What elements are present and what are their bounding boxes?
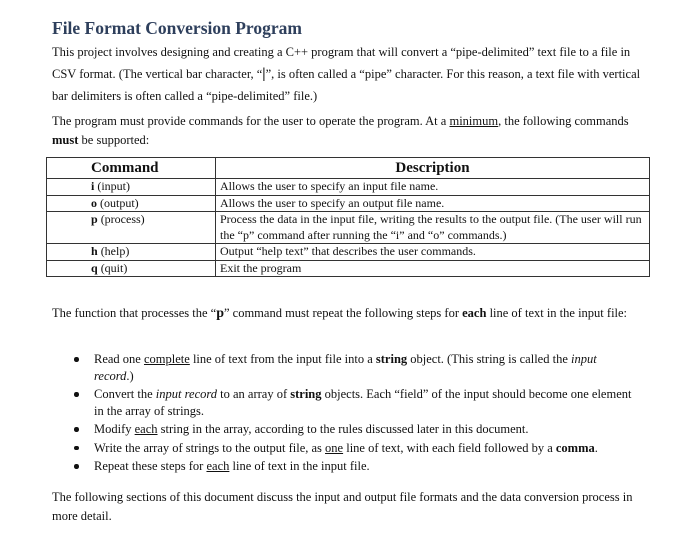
command-label: (quit) <box>97 260 128 275</box>
table-row <box>47 212 650 244</box>
step-underlined: one <box>325 440 344 455</box>
step-text: object. (This string is called the <box>407 352 571 366</box>
step-text: Modify <box>94 422 135 436</box>
command-column-header: Command <box>47 158 216 179</box>
requirements-text-3: be supported: <box>78 133 150 147</box>
description-cell: Output “help text” that describes the user commands. <box>216 244 650 261</box>
command-label: (output) <box>97 195 139 210</box>
must-word: must <box>52 133 79 147</box>
table-row <box>47 260 650 277</box>
intro-text-2: ”, is often called a “pipe” character. For this reason, a text file with vertical bar delimiters is often called a “pipe-delimited” file.) <box>52 67 641 103</box>
step-underlined: each <box>134 422 158 436</box>
step-text: line of text in the input file. <box>229 459 370 473</box>
process-text-3: line of text in the input file: <box>486 306 628 320</box>
command-key: i <box>91 179 95 193</box>
description-cell: Allows the user to specify an output file name. <box>216 195 650 212</box>
step-text: line of text, with each field followed by a <box>343 440 556 455</box>
list-item <box>74 351 634 384</box>
step-text: line of text from the input file into a <box>189 352 376 366</box>
process-text-2: ” command must repeat the following steps for <box>223 306 463 320</box>
step-text: .) <box>126 368 134 383</box>
step-bold: string <box>375 352 408 366</box>
process-text-1: The function that processes the “ <box>52 306 217 320</box>
step-bold: string <box>290 387 322 401</box>
minimum-word: minimum <box>449 114 499 128</box>
list-item <box>74 421 634 438</box>
table-row <box>47 195 650 212</box>
processing-steps-list <box>74 351 634 477</box>
command-cell <box>47 179 216 196</box>
step-text: to an array of <box>217 387 291 401</box>
requirements-text-1: The program must provide commands for the user to operate the program. At a <box>52 114 450 128</box>
intro-text-1: This project involves designing and creating a C++ program that will convert a “pipe-delimited” text file to a file in CSV format. (The vertical bar character, “ <box>52 45 631 81</box>
bullet-dot-icon <box>74 464 79 469</box>
step-text: . <box>594 440 598 455</box>
step-italic: input record <box>155 387 218 401</box>
step-text: string in the array, according to the rules discussed later in this document. <box>157 422 529 436</box>
step-text: Repeat these steps for <box>94 459 207 473</box>
requirements-paragraph <box>52 112 652 150</box>
each-word: each <box>462 306 487 320</box>
table-row <box>47 244 650 261</box>
list-item <box>74 386 634 419</box>
commands-table <box>46 157 650 277</box>
command-cell <box>47 244 216 261</box>
step-underlined: complete <box>143 352 190 366</box>
process-paragraph <box>52 302 652 325</box>
table-row <box>47 179 650 196</box>
command-key: o <box>91 195 97 210</box>
command-cell <box>47 212 216 244</box>
bullet-dot-icon <box>74 446 79 451</box>
requirements-text-2: , the following commands <box>498 114 629 128</box>
list-item <box>74 440 634 457</box>
list-item <box>74 458 634 475</box>
bullet-dot-icon <box>74 357 79 362</box>
command-label: (input) <box>94 179 131 193</box>
page-title: File Format Conversion Program <box>52 18 302 38</box>
command-label: (help) <box>97 244 130 258</box>
step-text: Write the array of strings to the output file, as <box>94 440 326 455</box>
step-text: objects. Each “field” of the input should become one element in the array of strings. <box>94 387 632 418</box>
command-key: q <box>91 260 98 275</box>
bullet-dot-icon <box>74 392 79 397</box>
command-key: h <box>91 244 98 258</box>
command-cell <box>47 260 216 277</box>
description-cell: Allows the user to specify an input file name. <box>216 179 650 196</box>
table-header-row <box>47 158 650 179</box>
command-key: p <box>91 212 98 226</box>
description-cell: Exit the program <box>216 260 650 277</box>
command-cell <box>47 195 216 212</box>
p-command-letter: p <box>216 306 224 321</box>
intro-paragraph <box>52 41 652 107</box>
bullet-dot-icon <box>74 427 79 432</box>
pipe-character: | <box>262 66 266 82</box>
command-label: (process) <box>97 212 145 226</box>
step-text: Convert the <box>94 387 156 401</box>
description-column-header: Description <box>216 158 650 179</box>
commands-table-container <box>46 157 650 277</box>
closing-paragraph: The following sections of this document discuss the input and output file formats and the data conversion process in more detail. <box>52 490 633 523</box>
step-bold: comma <box>555 440 595 455</box>
step-underlined: each <box>206 459 230 473</box>
step-text: Read one <box>94 352 144 366</box>
description-cell: Process the data in the input file, writing the results to the output file. (The user will run the “p” command after running the “i” and “o” commands.) <box>216 212 650 244</box>
step-italic: input record <box>94 352 597 383</box>
